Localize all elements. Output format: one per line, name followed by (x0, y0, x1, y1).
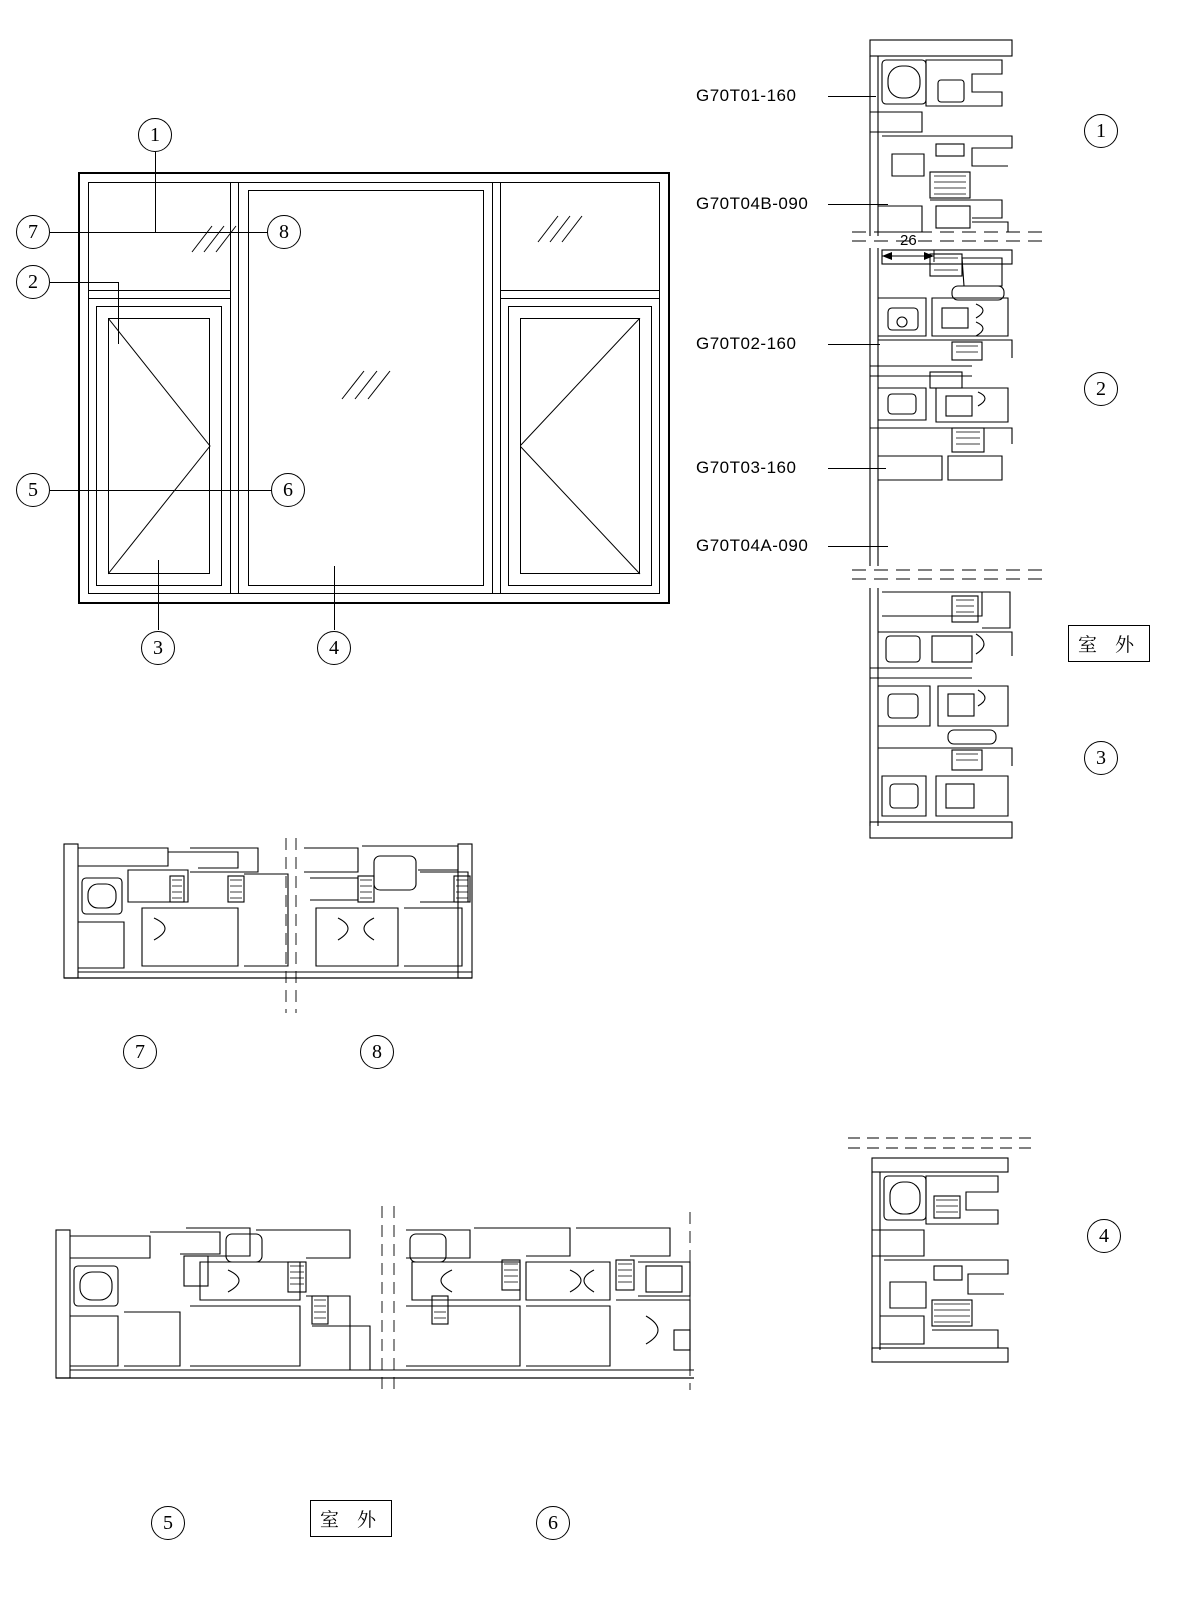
section-detail-4 (848, 1130, 1038, 1370)
glass-mark-centre (340, 367, 396, 403)
profile-label-g70t02: G70T02-160 (696, 334, 797, 353)
horizontal-section-5-6 (50, 1200, 710, 1400)
leader-8 (198, 232, 268, 233)
profile-label-g70t03: G70T03-160 (696, 458, 797, 477)
callout-5[interactable]: 5 (16, 473, 50, 507)
left-open-symbol (108, 318, 211, 575)
section-callout-3[interactable]: 3 (1084, 741, 1118, 775)
callout-7[interactable]: 7 (16, 215, 50, 249)
callout-8[interactable]: 8 (267, 215, 301, 249)
leader-1 (155, 152, 156, 232)
profile-label-g70t04a: G70T04A-090 (696, 536, 809, 555)
section-callout-1[interactable]: 1 (1084, 114, 1118, 148)
leader-g70t04a (828, 546, 888, 547)
leader-6 (205, 490, 272, 491)
section-callout-6[interactable]: 6 (536, 1506, 570, 1540)
horizontal-section-7-8 (58, 838, 478, 1013)
transom-right-2 (500, 298, 660, 299)
dimension-26: 26 (900, 232, 917, 249)
transom-left-2 (88, 298, 230, 299)
callout-3[interactable]: 3 (141, 631, 175, 665)
glass-mark-top-right (536, 212, 588, 246)
dimension-arrow-26 (878, 250, 938, 262)
section-callout-8[interactable]: 8 (360, 1035, 394, 1069)
right-open-symbol (520, 318, 641, 575)
section-callout-7[interactable]: 7 (123, 1035, 157, 1069)
glass-mark-top-left (190, 222, 242, 256)
outdoor-marker-right: 室 外 (1068, 625, 1150, 662)
transom-right (500, 290, 660, 291)
section-callout-4[interactable]: 4 (1087, 1219, 1121, 1253)
section-callout-2[interactable]: 2 (1084, 372, 1118, 406)
vertical-section-profiles (852, 36, 1042, 866)
leader-3 (158, 560, 159, 630)
transom-left (88, 290, 230, 291)
section-callout-5[interactable]: 5 (151, 1506, 185, 1540)
callout-2[interactable]: 2 (16, 265, 50, 299)
profile-label-g70t01: G70T01-160 (696, 86, 797, 105)
leader-4 (334, 566, 335, 630)
window-elevation (78, 172, 670, 604)
leader-2b (118, 282, 119, 344)
leader-g70t02 (828, 344, 880, 345)
leader-7 (50, 232, 210, 233)
leader-g70t03 (828, 468, 886, 469)
profile-label-g70t04b: G70T04B-090 (696, 194, 809, 213)
leader-g70t04b (828, 204, 888, 205)
leader-g70t01 (828, 96, 876, 97)
mullion-right-2 (500, 182, 501, 594)
leader-5 (50, 490, 210, 491)
callout-1[interactable]: 1 (138, 118, 172, 152)
leader-2a (50, 282, 118, 283)
callout-4[interactable]: 4 (317, 631, 351, 665)
callout-6[interactable]: 6 (271, 473, 305, 507)
outdoor-marker-bottom: 室 外 (310, 1500, 392, 1537)
mullion-right (492, 182, 493, 594)
